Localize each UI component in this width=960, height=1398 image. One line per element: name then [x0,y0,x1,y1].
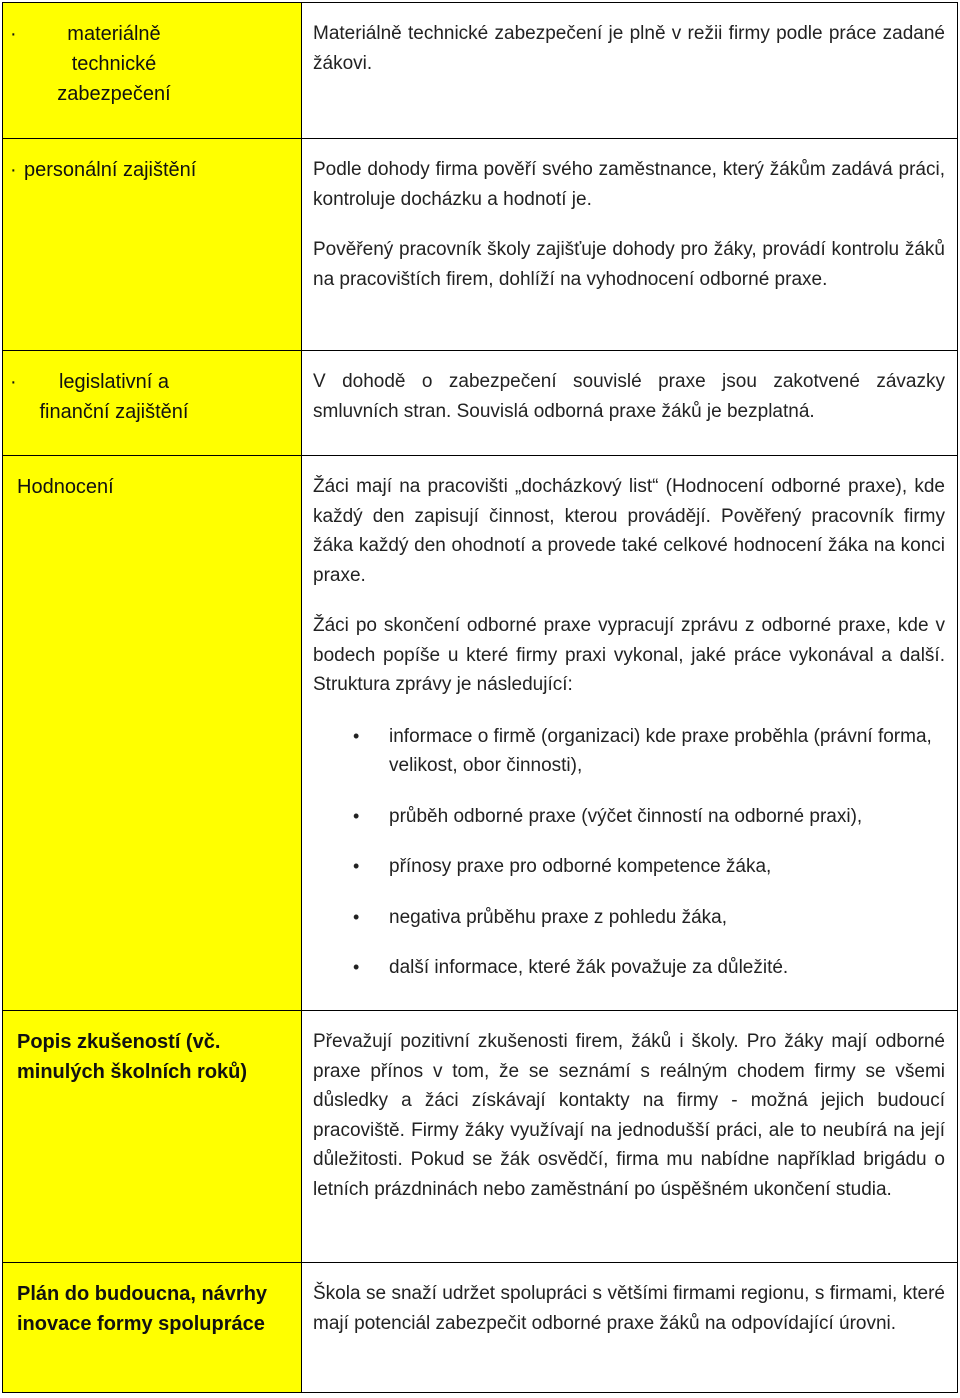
bullet-dot: · [10,159,17,181]
table-row [3,1011,958,1263]
table-row [3,456,958,1011]
row-label [10,155,293,185]
paragraph: Žáci mají na pracovišti „docházkový list“ (Hodnocení odborné praxe), kde každý den zapisují činnost, kterou provádějí. Pověřený pracovník firmy žáka každý den ohodnotí a provede také celkové hodnocení žáka na konci praxe. [313,476,945,586]
label-text [24,367,204,427]
row-label-cell [3,1263,302,1393]
table-row [3,351,958,456]
row-content-cell [302,456,958,1011]
paragraph: Škola se snaží udržet spolupráci s většími firmami regionu, s firmami, které mají potenciál zabezpečit odborné praxe žáků na odpovídající úrovni. [313,1283,945,1334]
table-row [3,3,958,139]
label-text: materiálně technické zabezpečení [57,23,171,105]
paragraph: V dohodě o zabezpečení souvislé praxe jsou zakotvené závazky smluvních stran. Souvislá odborná praxe žáků je bezplatná. [313,371,945,422]
label-text: Plán do budoucna, návrhy inovace formy spolupráce [17,1283,268,1335]
paragraph: Žáci po skončení odborné praxe vypracují zprávu z odborné praxe, kde v bodech popíše u které firmy praxi vykonal, jaké práce vykonával a další. Struktura zprávy je následující: [313,615,945,695]
row-content-cell [302,351,958,456]
table-row [3,139,958,351]
report-structure-list [313,722,945,983]
row-label [10,19,293,109]
row-label-cell [3,139,302,351]
label-text: personální zajištění [24,159,197,181]
paragraph: Podle dohody firma pověří svého zaměstnance, který žákům zadává práci, kontroluje docházku a hodnotí je. [313,159,945,210]
row-content-cell [302,1011,958,1263]
row-label-cell [3,456,302,1011]
row-label-cell [3,3,302,139]
label-text: Hodnocení [17,476,114,498]
label-line: legislativní a [58,371,170,393]
list-item: • negativa průběhu praxe z pohledu žáka, [313,903,945,933]
list-item: • informace o firmě (organizaci) kde praxe proběhla (právní forma, velikost, obor činnosti), [313,722,945,781]
paragraph: Převažují pozitivní zkušenosti firem, žáků i školy. Pro žáky mají odborné praxe přínos v tom, že se seznámí s reálným chodem firmy se všemi důsledky a žáci získávají kontakty na firmy - možná jejich budoucí pracoviště. Firmy žáky využívají na jednodušší práci, ale to neubírá na její důležitosti. Pokud se žák osvědčí, firma mu nabídne například brigádu o letních prázdninách nebo zaměstnání po úspěšném ukončení studia. [313,1031,945,1200]
bullet-dot: · [10,371,17,393]
paragraph: Pověřený pracovník školy zajišťuje dohody pro žáky, provádí kontrolu žáků na pracovištích firem, dohlíží na vyhodnocení odborné praxe. [313,239,945,290]
row-label-cell [3,1011,302,1263]
label-line: finanční zajištění [39,401,189,423]
row-content-cell [302,1263,958,1393]
table-row [3,1263,958,1393]
row-content-cell [302,139,958,351]
document-table [2,2,958,1393]
list-item: • přínosy praxe pro odborné kompetence žáka, [313,852,945,882]
list-item: • průběh odborné praxe (výčet činností na odborné praxi), [313,802,945,832]
row-label [10,367,293,427]
label-text: Popis zkušeností (vč. minulých školních roků) [17,1031,248,1083]
paragraph: Materiálně technické zabezpečení je plně v režii firmy podle práce zadané žákovi. [313,23,945,74]
bullet-dot: · [10,23,17,45]
row-label-cell [3,351,302,456]
list-item: • další informace, které žák považuje za důležité. [313,953,945,983]
row-content-cell [302,3,958,139]
